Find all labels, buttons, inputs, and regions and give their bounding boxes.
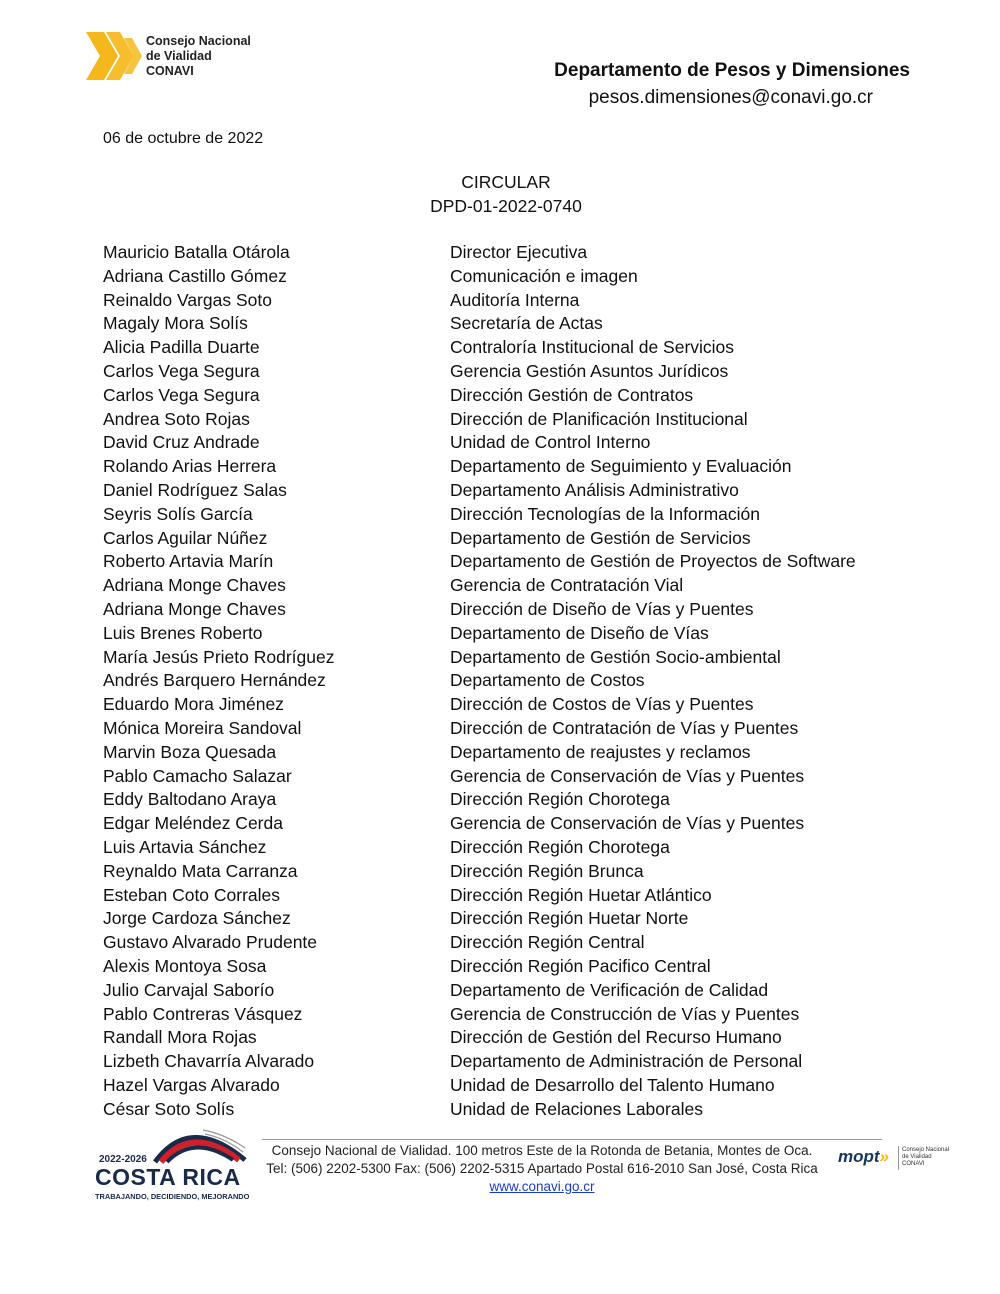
recipient-name: Eddy Baltodano Araya — [103, 789, 277, 810]
recipient-position: Dirección Región Brunca — [450, 860, 644, 881]
mopt-logo — [838, 1144, 948, 1174]
recipient-name: Luis Artavia Sánchez — [103, 836, 267, 857]
recipient-position: Departamento de Gestión de Proyectos de Software — [450, 551, 856, 572]
recipient-name: Seyris Solís García — [103, 503, 253, 524]
recipient-position: Dirección de Gestión del Recurso Humano — [450, 1027, 782, 1048]
recipient-row — [103, 265, 903, 289]
recipient-row — [103, 336, 903, 360]
recipient-row — [103, 1003, 903, 1027]
recipient-row — [103, 408, 903, 432]
mopt-separator — [898, 1146, 899, 1170]
recipient-list — [103, 241, 903, 1121]
recipient-row — [103, 788, 903, 812]
recipient-row — [103, 979, 903, 1003]
logo-line-3: CONAVI — [146, 64, 194, 78]
recipient-position: Dirección de Contratación de Vías y Puentes — [450, 717, 799, 738]
recipient-row — [103, 622, 903, 646]
recipient-name: César Soto Solís — [103, 1098, 235, 1119]
recipient-row — [103, 360, 903, 384]
recipient-position: Dirección Tecnologías de la Información — [450, 503, 760, 524]
mopt-word: mopt — [838, 1147, 880, 1166]
recipient-name: Carlos Aguilar Núñez — [103, 527, 268, 548]
recipient-row — [103, 812, 903, 836]
footer-divider — [262, 1139, 882, 1140]
recipient-position: Gerencia Gestión Asuntos Jurídicos — [450, 360, 729, 381]
conavi-logo-text — [146, 34, 251, 79]
recipient-name: Daniel Rodríguez Salas — [103, 479, 287, 500]
recipient-position: Contraloría Institucional de Servicios — [450, 337, 735, 358]
recipient-name: Julio Carvajal Saborío — [103, 979, 275, 1000]
recipient-name: Magaly Mora Solís — [103, 313, 248, 334]
recipient-row — [103, 669, 903, 693]
footer-address — [262, 1142, 822, 1196]
recipient-row — [103, 907, 903, 931]
recipient-name: Mauricio Batalla Otárola — [103, 242, 290, 262]
recipient-position: Gerencia de Contratación Vial — [450, 575, 684, 596]
recipient-row — [103, 765, 903, 789]
recipient-row — [103, 1026, 903, 1050]
recipient-name: Edgar Meléndez Cerda — [103, 813, 283, 834]
recipient-row — [103, 717, 903, 741]
recipient-row — [103, 836, 903, 860]
recipient-position: Dirección de Costos de Vías y Puentes — [450, 694, 754, 715]
recipient-row — [103, 289, 903, 313]
recipient-position: Departamento de reajustes y reclamos — [450, 741, 751, 762]
mopt-small-line-3: CONAVI — [902, 1161, 925, 1167]
logo-line-2: de Vialidad — [146, 49, 212, 63]
recipient-row — [103, 527, 903, 551]
recipient-row — [103, 431, 903, 455]
recipient-position: Dirección Región Chorotega — [450, 789, 670, 810]
recipient-position: Auditoría Interna — [450, 289, 580, 310]
recipient-name: Carlos Vega Segura — [103, 360, 260, 381]
mopt-small-line-2: de Vialidad — [902, 1154, 932, 1160]
recipient-name: Adriana Monge Chaves — [103, 575, 286, 596]
department-email: pesos.dimensiones@conavi.go.cr — [588, 87, 873, 108]
recipient-name: Lizbeth Chavarría Alvarado — [103, 1051, 315, 1072]
recipient-position: Departamento de Costos — [450, 670, 645, 691]
recipient-name: Alexis Montoya Sosa — [103, 955, 267, 976]
recipient-position: Dirección Región Huetar Atlántico — [450, 884, 712, 905]
recipient-row — [103, 1074, 903, 1098]
recipient-row — [103, 503, 903, 527]
recipient-position: Secretaría de Actas — [450, 313, 603, 334]
recipient-row — [103, 741, 903, 765]
recipient-row — [103, 574, 903, 598]
recipient-position: Gerencia de Conservación de Vías y Puentes — [450, 765, 805, 786]
recipient-row — [103, 479, 903, 503]
recipient-name: Reynaldo Mata Carranza — [103, 860, 298, 881]
recipient-position: Departamento Análisis Administrativo — [450, 479, 739, 500]
recipient-name: Hazel Vargas Alvarado — [103, 1074, 280, 1095]
circular-number: DPD-01-2022-0740 — [430, 196, 582, 216]
recipient-name: David Cruz Andrade — [103, 432, 260, 453]
recipient-position: Dirección Región Chorotega — [450, 836, 670, 857]
mopt-small-text — [902, 1147, 949, 1168]
recipient-position: Comunicación e imagen — [450, 265, 638, 286]
recipient-position: Unidad de Desarrollo del Talento Humano — [450, 1074, 775, 1095]
recipient-position: Gerencia de Conservación de Vías y Puentes — [450, 813, 805, 834]
recipient-row — [103, 860, 903, 884]
recipient-name: Carlos Vega Segura — [103, 384, 260, 405]
recipient-position: Dirección Región Huetar Norte — [450, 908, 689, 929]
recipient-name: Adriana Monge Chaves — [103, 598, 286, 619]
mopt-small-line-1: Consejo Nacional — [902, 1147, 950, 1153]
recipient-row — [103, 598, 903, 622]
recipient-row — [103, 955, 903, 979]
recipient-row — [103, 931, 903, 955]
recipient-position: Departamento de Gestión de Servicios — [450, 527, 751, 548]
recipient-name: Adriana Castillo Gómez — [103, 265, 287, 286]
circular-title: CIRCULAR — [461, 172, 551, 192]
recipient-name: Gustavo Alvarado Prudente — [103, 932, 318, 953]
recipient-row — [103, 1050, 903, 1074]
recipient-name: Mónica Moreira Sandoval — [103, 717, 302, 738]
conavi-chevron-icon — [84, 30, 144, 86]
recipient-position: Departamento de Verificación de Calidad — [450, 979, 769, 1000]
footer-website-link[interactable]: www.conavi.go.cr — [489, 1179, 595, 1194]
recipient-name: Pablo Contreras Vásquez — [103, 1003, 303, 1024]
recipient-position: Director Ejecutiva — [450, 242, 588, 262]
logo-country-name: COSTA RICA — [95, 1164, 241, 1190]
footer-address-line-1: Consejo Nacional de Vialidad. 100 metros Este de la Rotonda de Betania, Montes de Oca. — [271, 1143, 813, 1158]
recipient-position: Departamento de Diseño de Vías — [450, 622, 709, 643]
document-date: 06 de octubre de 2022 — [103, 130, 264, 147]
recipient-position: Dirección Región Central — [450, 932, 645, 953]
logo-years: 2022-2026 — [99, 1154, 147, 1165]
recipient-name: Esteban Coto Corrales — [103, 884, 281, 905]
recipient-row — [103, 693, 903, 717]
recipient-name: Jorge Cardoza Sánchez — [103, 908, 291, 929]
recipient-name: Roberto Artavia Marín — [103, 551, 274, 572]
recipient-row — [103, 455, 903, 479]
recipient-name: Marvin Boza Quesada — [103, 741, 277, 762]
mopt-chevron-icon: » — [879, 1147, 890, 1166]
recipient-position: Gerencia de Construcción de Vías y Puentes — [450, 1003, 800, 1024]
recipient-name: Rolando Arias Herrera — [103, 456, 277, 477]
recipient-position: Departamento de Administración de Personal — [450, 1051, 803, 1072]
recipient-position: Dirección de Planificación Institucional — [450, 408, 748, 429]
recipient-name: Alicia Padilla Duarte — [103, 337, 260, 358]
recipient-name: Andrés Barquero Hernández — [103, 670, 326, 691]
recipient-position: Dirección de Diseño de Vías y Puentes — [450, 598, 754, 619]
recipient-row — [103, 646, 903, 670]
mopt-wordmark — [838, 1147, 889, 1167]
recipient-row — [103, 312, 903, 336]
logo-motto: TRABAJANDO, DECIDIENDO, MEJORANDO — [95, 1192, 250, 1201]
recipient-row — [103, 884, 903, 908]
recipient-name: Andrea Soto Rojas — [103, 408, 250, 429]
recipient-row — [103, 550, 903, 574]
recipient-row — [103, 1098, 903, 1122]
department-title: Departamento de Pesos y Dimensiones — [554, 60, 910, 81]
recipient-row — [103, 241, 903, 265]
recipient-name: Eduardo Mora Jiménez — [103, 694, 284, 715]
recipient-row — [103, 384, 903, 408]
conavi-logo — [84, 30, 254, 86]
recipient-position: Departamento de Gestión Socio-ambiental — [450, 646, 781, 667]
recipient-name: Randall Mora Rojas — [103, 1027, 257, 1048]
footer-address-line-2: Tel: (506) 2202-5300 Fax: (506) 2202-5315 Apartado Postal 616-2010 San José, Costa Rica — [266, 1161, 818, 1176]
recipient-name: María Jesús Prieto Rodríguez — [103, 646, 335, 667]
recipient-name: Luis Brenes Roberto — [103, 622, 263, 643]
recipient-position: Unidad de Relaciones Laborales — [450, 1098, 703, 1119]
recipient-position: Dirección Gestión de Contratos — [450, 384, 694, 405]
recipient-position: Dirección Región Pacifico Central — [450, 955, 711, 976]
costa-rica-government-logo — [95, 1120, 260, 1206]
recipient-position: Unidad de Control Interno — [450, 432, 651, 453]
recipient-name: Pablo Camacho Salazar — [103, 765, 292, 786]
logo-line-1: Consejo Nacional — [146, 34, 251, 48]
recipient-name: Reinaldo Vargas Soto — [103, 289, 272, 310]
recipient-position: Departamento de Seguimiento y Evaluación — [450, 456, 792, 477]
